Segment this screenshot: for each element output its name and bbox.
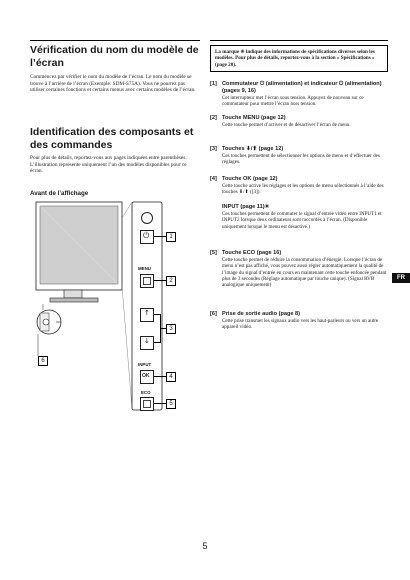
callout-4: 4 [166,372,176,382]
callout-line-4 [154,376,166,377]
item-number: [3] [210,146,217,152]
item-number: [5] [210,250,217,256]
callout-6: 6 [38,356,48,366]
arrow-down-icon: ↓ [144,337,150,345]
ok-label: OK [142,373,150,379]
item-arrow-keys [210,146,388,166]
arrow-up-icon: ↑ [144,309,150,317]
item-title: Touche ECO (page 16) [222,250,282,256]
section-title-model-check: Vérification du nom du modèle de l’écran [30,44,199,69]
top-rule-right [210,40,388,41]
front-view-diagram [28,198,200,418]
power-button[interactable] [140,230,154,244]
item-text: Cette touche permet de réduire la consommation d’énergie. Lorsque l’écran de menu n’est pas affiché, vous pouvez aussi régler automatiquement la qualité de l’image du signal d’entrée en cours en maintenant cette touche enfoncée pendant plus de 3 secondes (Réglage automatique par touche unique). (Signal RVB analogique uniquement) [222,257,387,289]
item-eco-key [210,250,388,288]
menu-icon [143,277,151,285]
item-text: Ces touches permettent de commuter le signal d’entrée vidéo entre INPUT1 et INPUT2 lorsque deux ordinateurs sont raccordés à l’écran. (Disponible uniquement lorsque le menu est désactivé.) [222,211,382,230]
item-number: [6] [210,311,217,317]
callout-1: 1 [166,232,176,242]
section-text-components: Pour plus de détails, reportez-vous aux pages indiquées entre parenthèses. L’illustration représente uniquement l’un des modèles disponibles pour ce écran. [30,155,187,175]
callout-2: 2 [166,276,176,286]
item-menu-key [210,115,388,128]
item-text: Ces touches permettent de sélectionner les options de menu et d’effectuer des réglages. [222,153,380,166]
item-audio-out [210,311,388,331]
callout-line-1 [154,236,166,237]
item-ok-key [210,176,388,196]
front-view-heading: Avant de l’affichage [30,190,89,197]
item-number [210,204,222,211]
item-number: [4] [210,176,217,182]
ok-button[interactable] [140,370,154,384]
up-button[interactable] [140,308,154,322]
item-input [210,204,388,230]
down-button[interactable] [140,336,154,350]
item-title: Touches ⬇/⬆ (page 12) [222,146,284,152]
language-tab: FR [392,273,410,283]
item-text: Cette touche active les réglages et les options de menu sélectionnés à l’aide des touches ⬇/⬆ ([3]). [222,183,384,196]
item-number: [1] [210,81,217,87]
section-text-model-check: Commencez par vérifier le nom du modèle de l’écran. Le nom du modèle se trouve à l’arrière de l’écran (Exemple: SDM-S75A). Vous ne pourrez pas utiliser certaines fonctions et certains menus avec certains modèles de l’écran. [30,74,196,94]
item-power-switch [210,81,388,108]
item-title: Prise de sortie audio (page 8) [222,311,301,317]
eco-icon [143,400,151,408]
item-text: Cet interrupteur met l’écran sous tension. Appuyez de nouveau sur ce commutateur pour mettre l’écran hors tension. [222,95,364,108]
specs-note-box: La marque ✳ indique des informations de spécifications diverses selon les modèles. Pour plus de détails, reportez-vous à la section « Spécifications » (page 20). [210,45,388,72]
eco-label: ECO [141,390,151,395]
item-title: Touche OK (page 12) [222,176,278,182]
callout-line-2 [154,280,166,281]
item-title: Touche MENU (page 12) [222,115,286,121]
item-text: Cette touche permet d’activer et de désactiver l’écran de menu. [222,122,351,128]
item-number: [2] [210,115,217,121]
input-label: INPUT [138,362,152,367]
menu-button[interactable] [140,274,154,288]
eco-button[interactable] [140,397,154,411]
power-indicator [141,212,153,224]
monitor-illustration [28,198,200,418]
item-title: INPUT (page 11)✳ [222,204,270,210]
power-icon: ⏻ [143,231,150,240]
callout-line-5 [154,403,166,404]
callout-5: 5 [166,399,176,409]
callout-3: 3 [166,324,176,334]
item-text: Cette prise transmet les signaux audio vers les haut-parleurs ou vers un autre appareil vidéo. [222,318,379,331]
section-title-components: Identification des composants et des commandes [30,126,194,151]
page-number: 5 [202,541,208,551]
top-rule-left [30,40,200,41]
item-title: Commutateur ⏻ (alimentation) et indicateur ⏻ (alimentation) (pages 9, 16) [222,81,382,94]
menu-label: MENU [138,266,151,271]
